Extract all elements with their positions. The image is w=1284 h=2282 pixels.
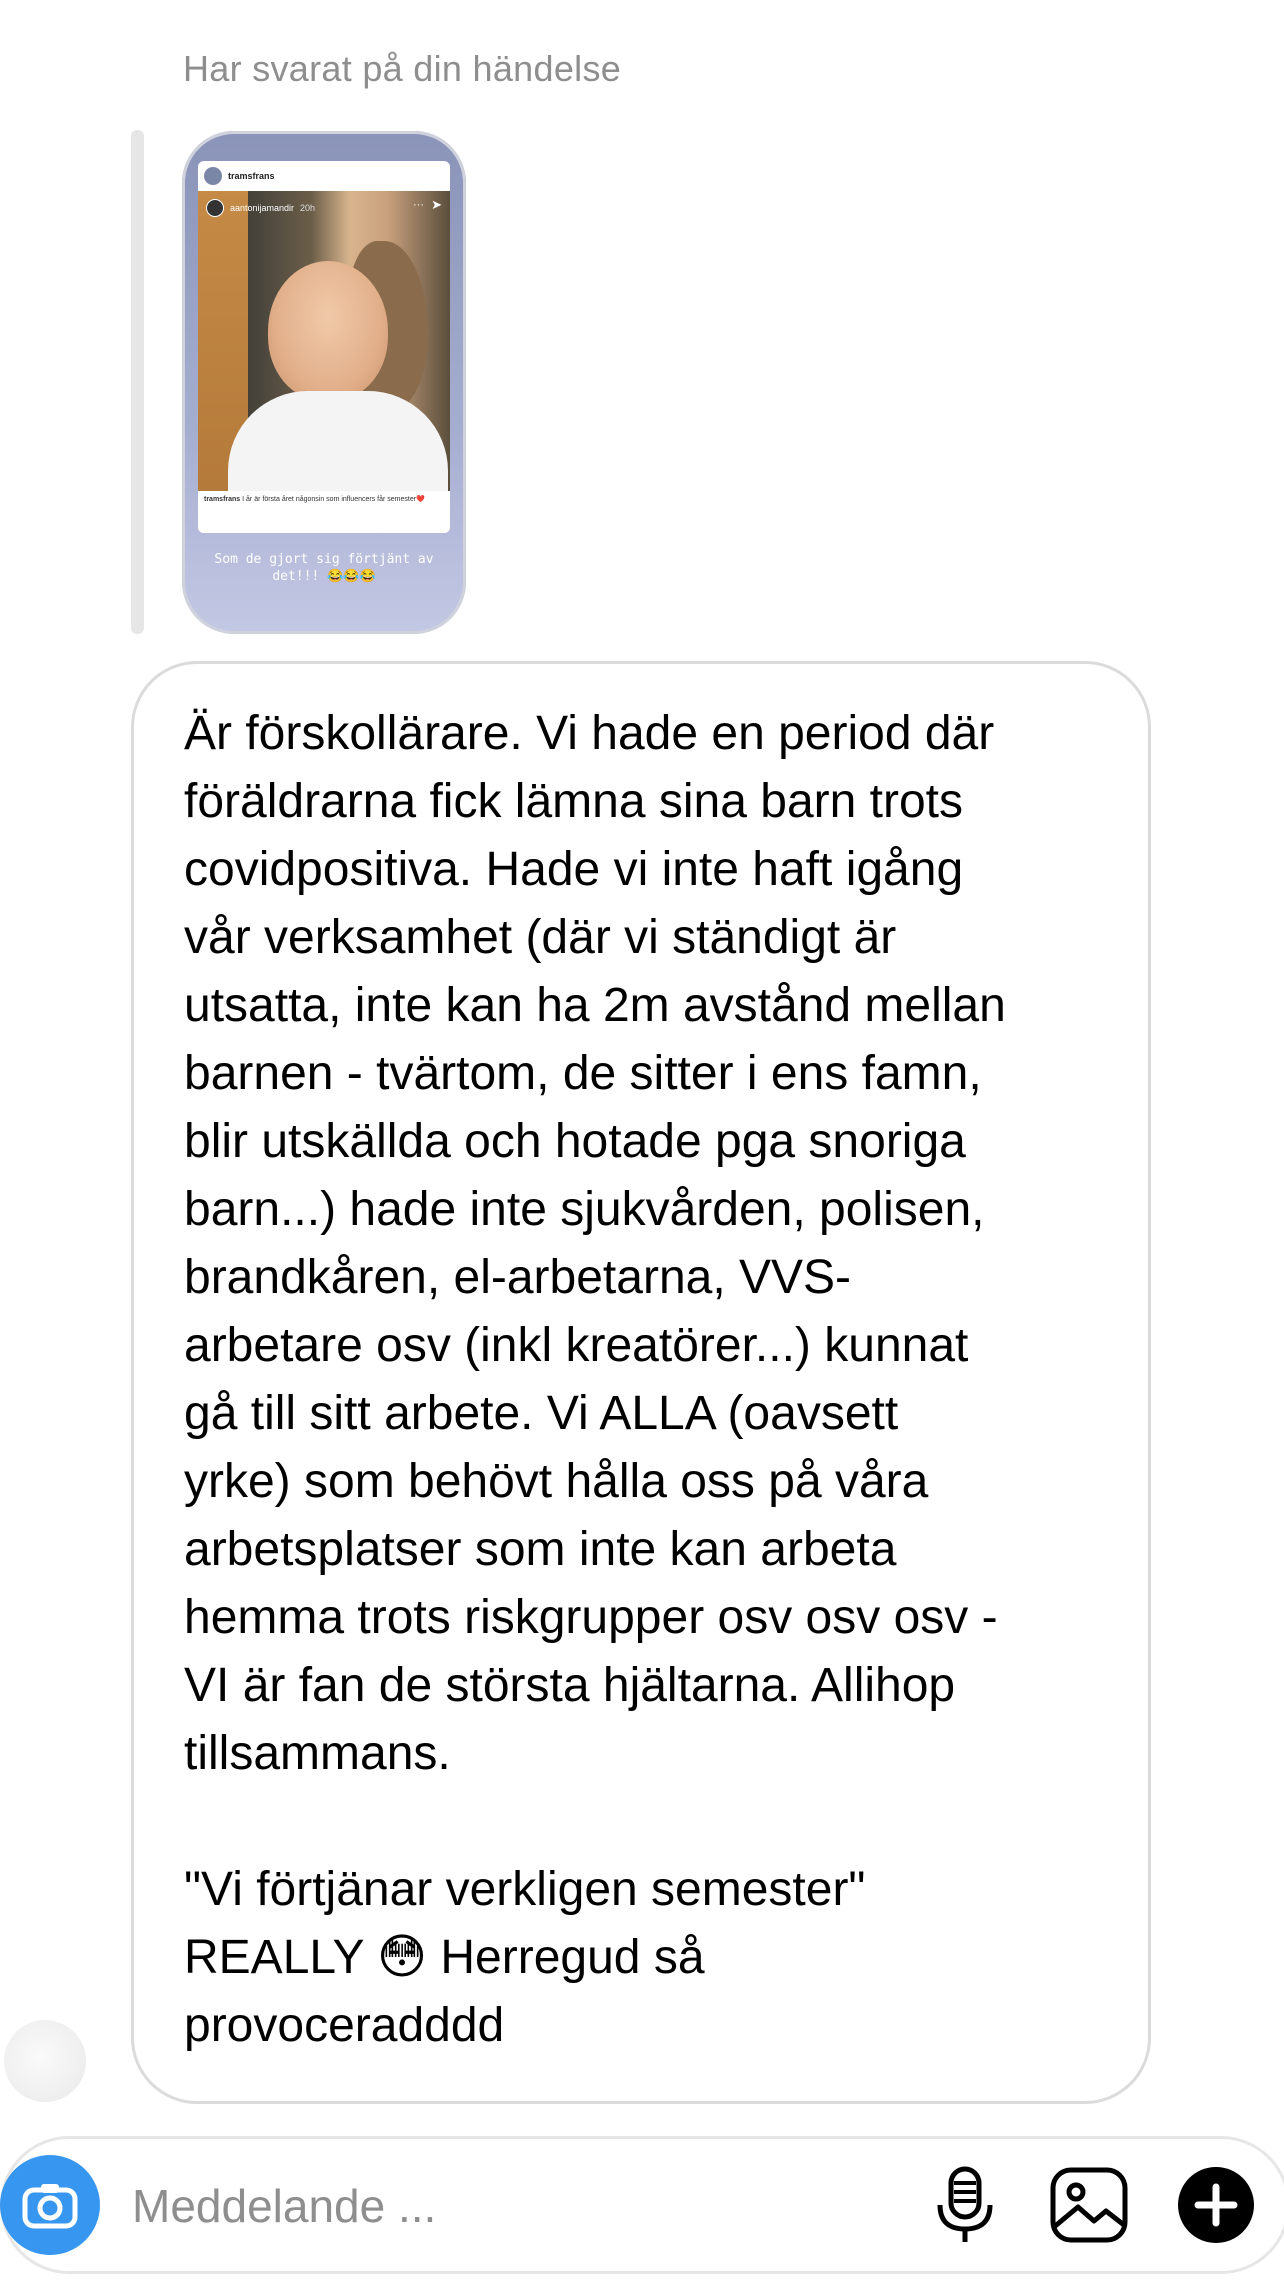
microphone-icon [930, 2165, 1000, 2245]
story-top-avatar [204, 167, 222, 185]
story-preview-thumbnail[interactable] [182, 131, 466, 634]
story-top-bar [198, 161, 450, 191]
camera-icon [22, 2181, 78, 2229]
gallery-button[interactable] [1048, 2165, 1130, 2245]
more-options-icon: ··· [413, 199, 424, 211]
story-photo [198, 191, 450, 491]
message-bubble[interactable] [131, 661, 1151, 2104]
plus-circle-icon [1176, 2165, 1256, 2245]
photo-face [268, 261, 388, 401]
story-user-row [206, 199, 315, 217]
message-input[interactable] [130, 2170, 774, 2242]
send-icon: ➤ [431, 197, 442, 212]
sender-avatar[interactable] [4, 2020, 86, 2102]
story-top-username: tramsfrans [228, 171, 275, 181]
camera-button[interactable] [0, 2155, 100, 2255]
story-user-avatar [206, 199, 224, 217]
image-gallery-icon [1048, 2165, 1130, 2245]
photo-shirt [228, 391, 448, 491]
message-text: Är förskollärare. Vi hade en period där föräldrarna fick lämna sina barn trots covidpositiva. Hade vi inte haft igång vår verksamhet (där vi ständigt är utsatta, inte kan ha 2m avstånd mellan barnen - tvärtom, de sitter i ens famn, blir utskällda och hotade pga snoriga barn...) hade inte sjukvården, polisen, brandkåren, el-arbetarna, VVS- arbetare osv (inkl kreatörer...) kunnat gå till sitt arbete. Vi ALLA (oavsett yrke) som behövt hålla oss på våra arbetsplatser som inte kan arbeta hemma trots riskgrupper osv osv osv - VI är fan de största hjältarna. Allihop tillsammans. "Vi förtjänar verkligen semester" REALLY 😳 Herregud så provoceradddd [184, 707, 1006, 2052]
story-username: aantonijamandir [230, 203, 295, 213]
story-caption-username: tramsfrans [204, 496, 241, 503]
more-actions-button[interactable] [1176, 2165, 1256, 2245]
story-overlay-text: Som de gjort sig förtjänt av det!!! 😂😂😂 [214, 552, 434, 584]
reply-indicator-bar [131, 130, 144, 634]
voice-message-button[interactable] [930, 2165, 1000, 2245]
story-screenshot [198, 161, 450, 533]
story-caption [198, 491, 450, 533]
story-reply-label: Har svarat på din händelse [183, 48, 622, 89]
story-caption-text: I år är första året någonsin som influencers får semester❤️ [242, 496, 425, 503]
story-timestamp: 20h [300, 203, 316, 213]
